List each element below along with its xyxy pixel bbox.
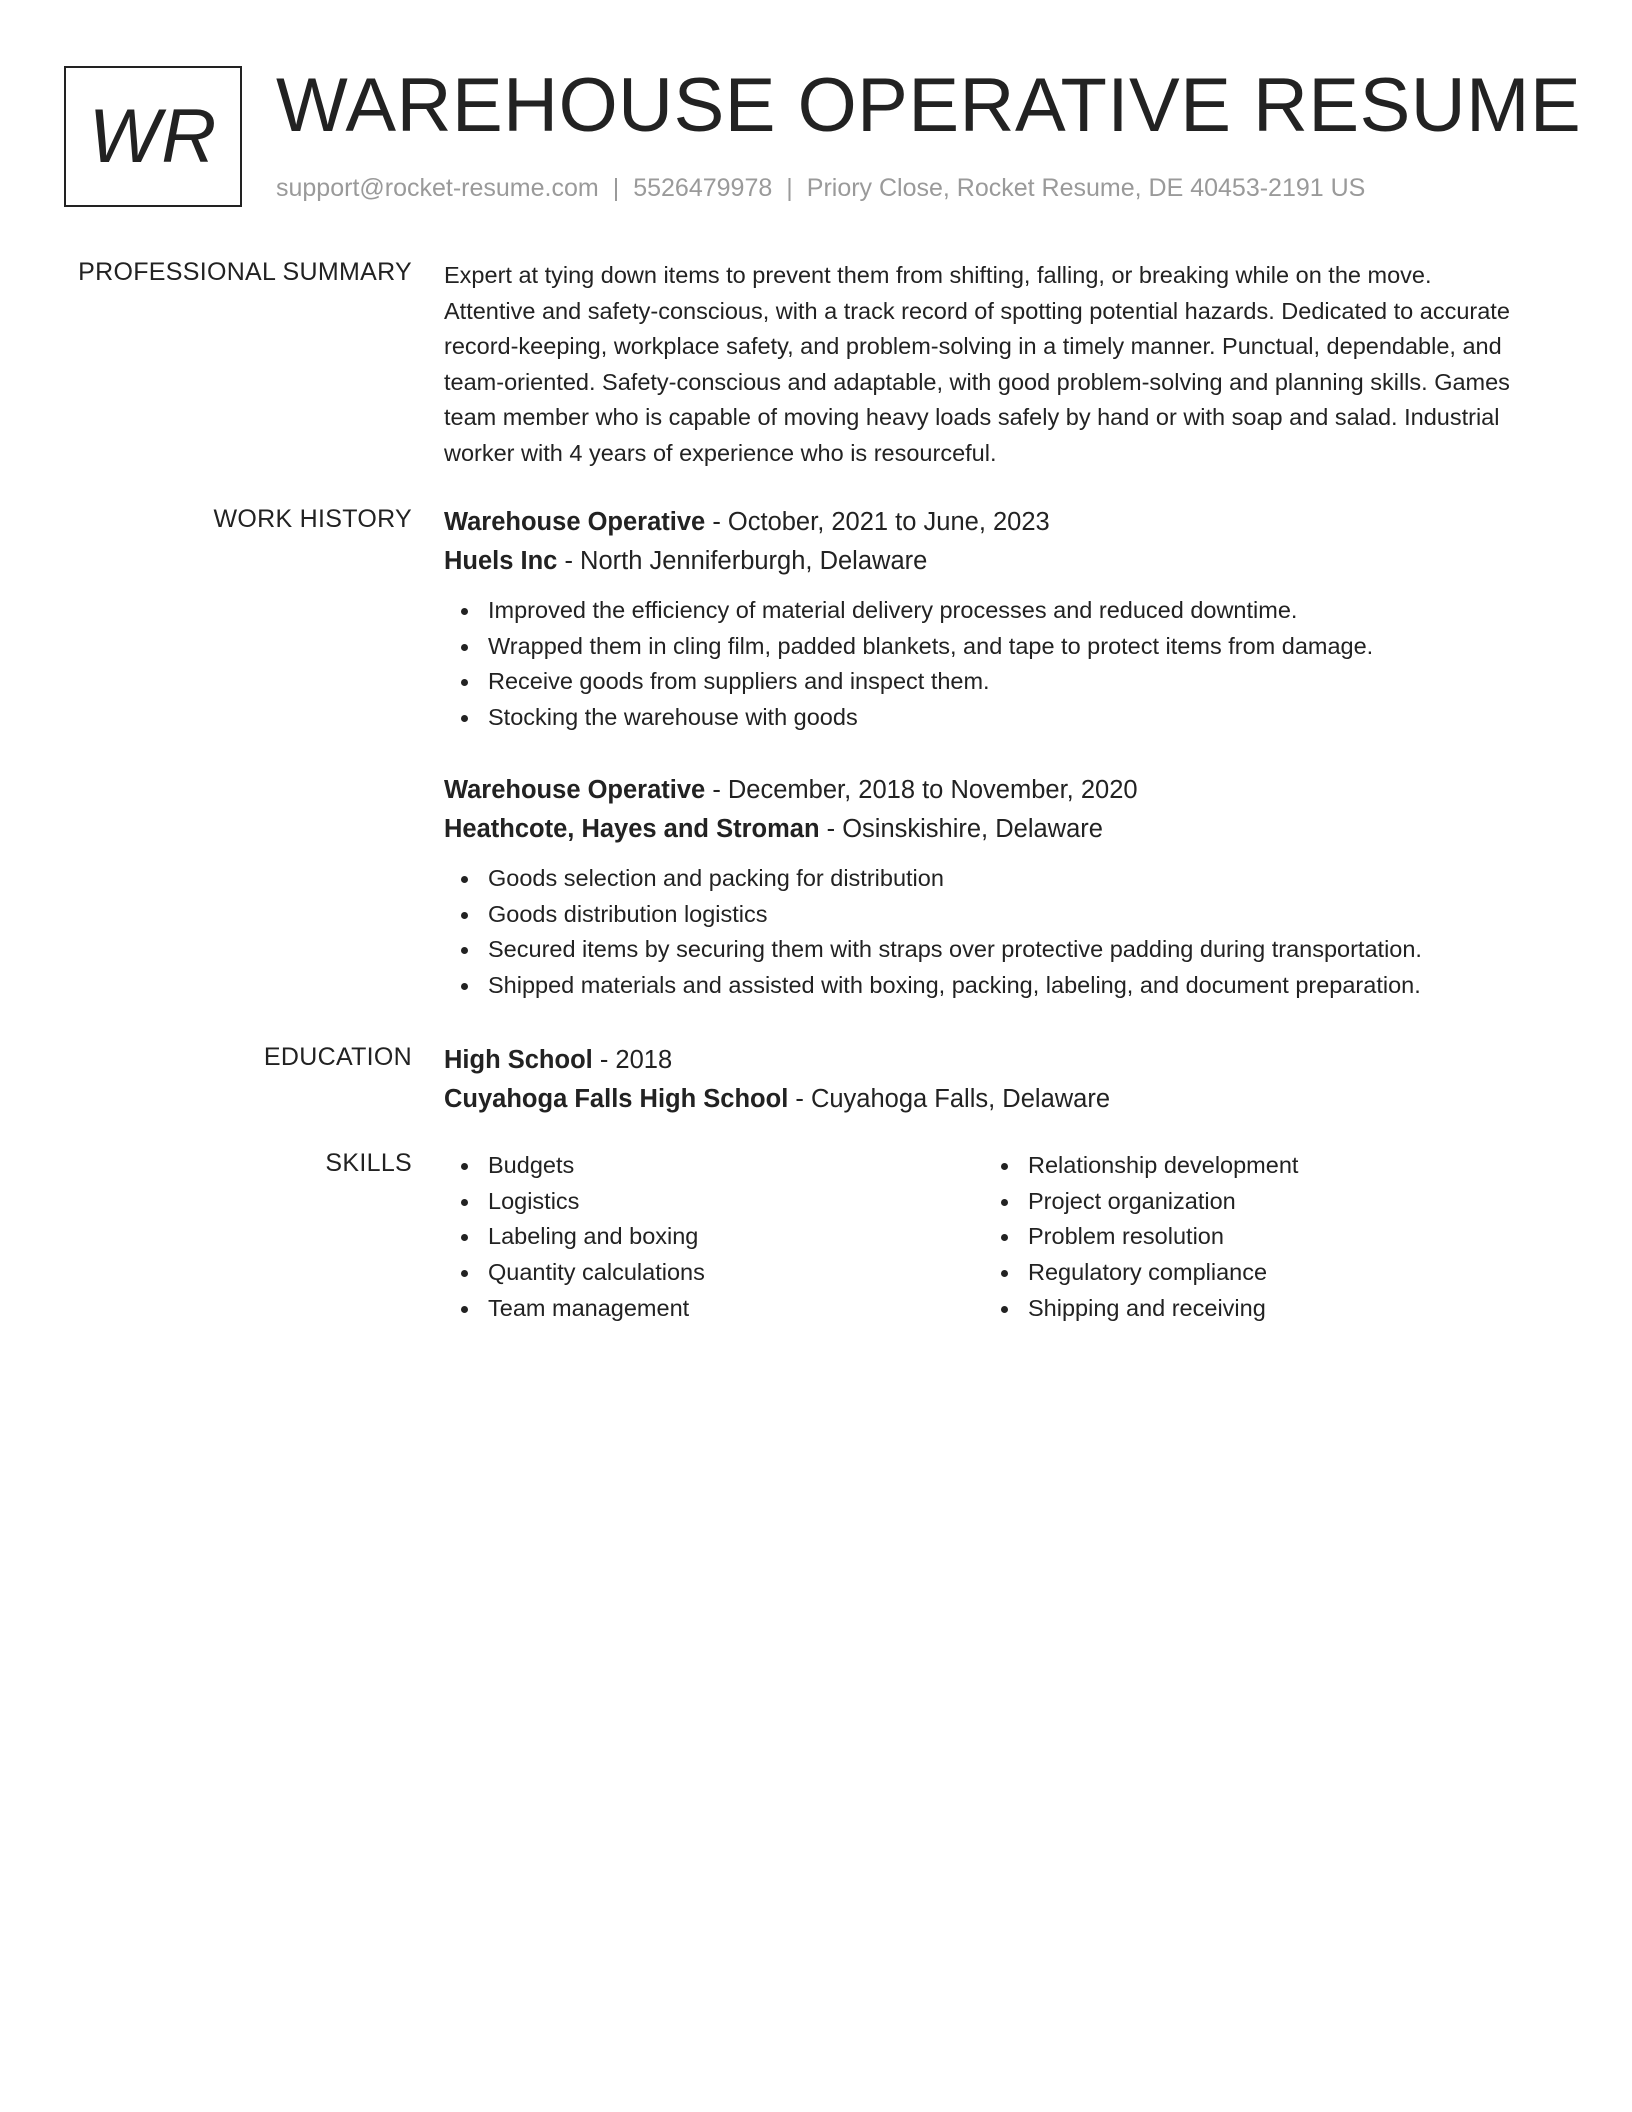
skill-item: Labeling and boxing <box>488 1219 984 1255</box>
monogram-logo <box>64 66 242 207</box>
skills-column-right <box>984 1148 1524 1327</box>
education-degree: High School <box>444 1046 593 1074</box>
skills-column-left <box>444 1148 984 1327</box>
job-bullets <box>444 593 1524 736</box>
education-school: Cuyahoga Falls High School <box>444 1085 789 1113</box>
job-dates: - December, 2018 to November, 2020 <box>705 775 1138 804</box>
job-entry <box>444 771 1524 1004</box>
contact-email[interactable]: support@rocket-resume.com <box>276 174 599 202</box>
skills-body <box>444 1148 1524 1327</box>
education-body <box>444 1041 1524 1119</box>
contact-address: Priory Close, Rocket Resume, DE 40453-2191 US <box>806 174 1366 202</box>
education-location: - Cuyahoga Falls, Delaware <box>788 1085 1111 1113</box>
job-bullet: Wrapped them in cling film, padded blankets, and tape to protect items from damage. <box>488 629 1524 665</box>
work-history-body <box>444 503 1524 1004</box>
job-bullet: Goods distribution logistics <box>488 897 1524 933</box>
skills-columns <box>444 1148 1524 1327</box>
education-year: - 2018 <box>592 1046 673 1074</box>
job-title: Warehouse Operative <box>444 775 706 804</box>
education-school-line <box>444 1080 1524 1119</box>
education-degree-line <box>444 1041 1524 1080</box>
skills-list-left <box>444 1148 984 1327</box>
summary-text: Expert at tying down items to prevent them from shifting, falling, or breaking while on the move. Attentive and safety-conscious, with a track record of spotting potential hazards. Dedicated to accurate record-keeping, workplace safety, and problem-solving in a timely manner. Punctual, dependable, and team-oriented. Safety-conscious and adaptable, with good problem-solving and planning skills. Games team member who is capable of moving heavy loads safely by hand or with soap and salad. Industrial worker with 4 years of experience who is resourceful. <box>444 262 1510 466</box>
job-dates: - October, 2021 to June, 2023 <box>705 508 1050 536</box>
section-label-summary: PROFESSIONAL SUMMARY <box>78 258 412 286</box>
monogram-initials: WR <box>88 94 218 179</box>
contact-phone[interactable]: 5526479978 <box>633 174 773 202</box>
job-title: Warehouse Operative <box>444 508 706 536</box>
section-label-skills: SKILLS <box>325 1149 412 1177</box>
contact-separator: | <box>786 174 793 202</box>
job-bullets <box>444 861 1524 1004</box>
resume-title: WAREHOUSE OPERATIVE RESUME <box>276 63 1582 148</box>
job-bullet: Goods selection and packing for distribution <box>488 861 1524 897</box>
resume-header <box>64 63 1584 216</box>
job-title-line <box>444 771 1524 810</box>
job-bullet: Receive goods from suppliers and inspect them. <box>488 664 1524 700</box>
job-company: Heathcote, Hayes and Stroman <box>444 814 820 843</box>
skill-item: Regulatory compliance <box>1028 1255 1524 1291</box>
job-company: Huels Inc <box>444 547 558 575</box>
skills-list-right <box>984 1148 1524 1327</box>
skill-item: Budgets <box>488 1148 984 1184</box>
job-location: - North Jenniferburgh, Delaware <box>557 547 928 575</box>
contact-line <box>276 174 1365 203</box>
job-company-line <box>444 810 1524 849</box>
summary-body <box>444 258 1524 471</box>
job-bullet: Stocking the warehouse with goods <box>488 700 1524 736</box>
job-company-line <box>444 542 1524 581</box>
job-bullet: Improved the efficiency of material delivery processes and reduced downtime. <box>488 593 1524 629</box>
skill-item: Team management <box>488 1291 984 1327</box>
skill-item: Relationship development <box>1028 1148 1524 1184</box>
skill-item: Project organization <box>1028 1184 1524 1220</box>
skill-item: Logistics <box>488 1184 984 1220</box>
job-bullet: Shipped materials and assisted with boxing, packing, labeling, and document preparation. <box>488 968 1524 1004</box>
skill-item: Problem resolution <box>1028 1219 1524 1255</box>
job-bullet: Secured items by securing them with straps over protective padding during transportation. <box>488 932 1524 968</box>
job-location: - Osinskishire, Delaware <box>819 814 1103 843</box>
skill-item: Quantity calculations <box>488 1255 984 1291</box>
section-label-work-history: WORK HISTORY <box>213 505 412 533</box>
job-title-line <box>444 503 1524 542</box>
job-entry <box>444 503 1524 736</box>
contact-separator: | <box>612 174 620 202</box>
skill-item: Shipping and receiving <box>1028 1291 1524 1327</box>
section-label-education: EDUCATION <box>263 1043 412 1071</box>
